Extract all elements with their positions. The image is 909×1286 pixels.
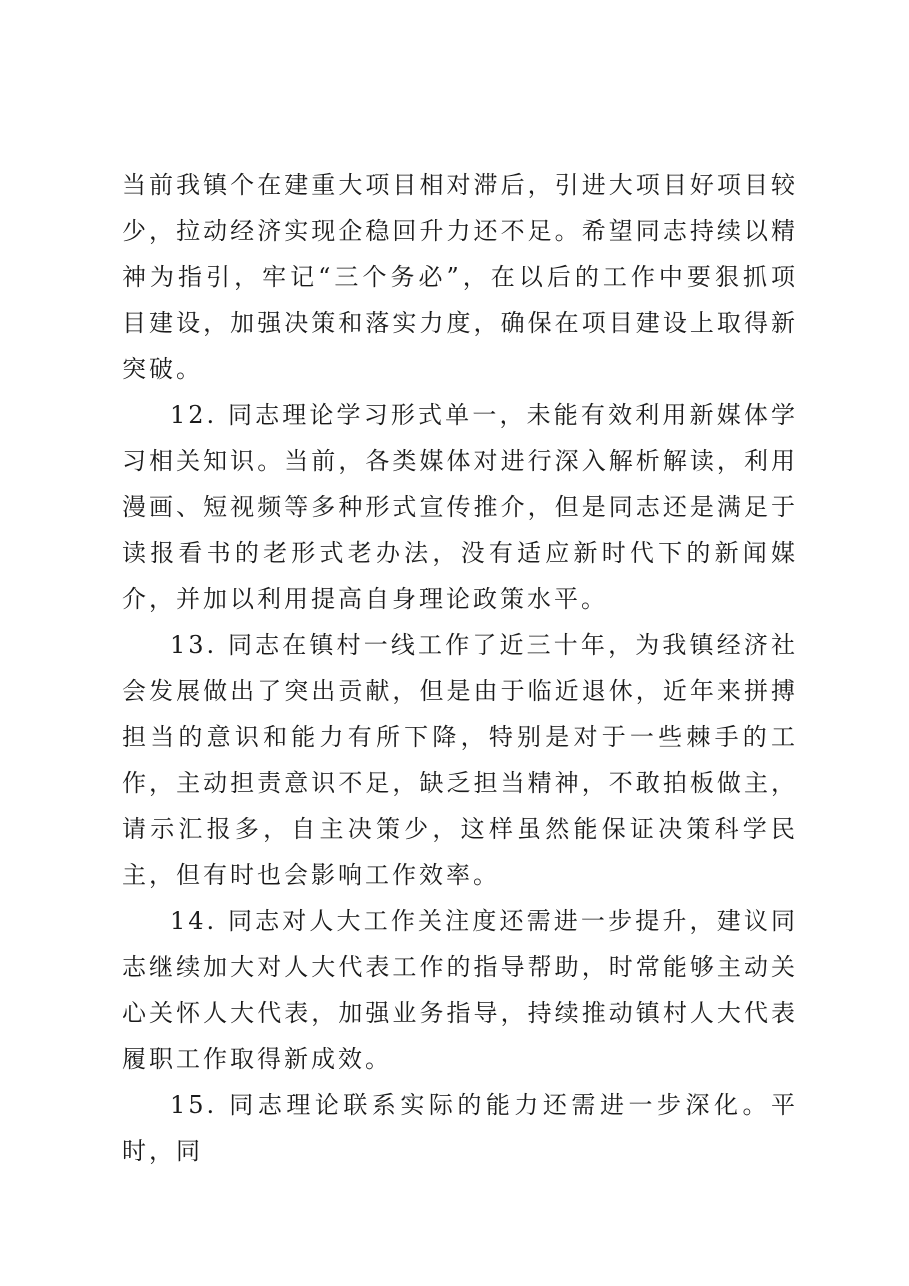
paragraph-item-14: 14. 同志对人大工作关注度还需进一步提升，建议同志继续加大对人大代表工作的指导帮助，时常能够主动关心关怀人大代表，加强业务指导，持续推动镇村人大代表履职工作取得新成效。: [122, 907, 798, 1073]
document-body: [122, 162, 798, 1174]
paragraph-continued: 当前我镇个在建重大项目相对滞后，引进大项目好项目较少，拉动经济实现企稳回升力还不足。希望同志持续以精神为指引，牢记“三个务必”，在以后的工作中要狠抓项目建设，加强决策和落实力度，确保在项目建设上取得新突破。: [122, 171, 798, 383]
paragraph-item-12: 12. 同志理论学习形式单一，未能有效利用新媒体学习相关知识。当前，各类媒体对进行深入解析解读，利用漫画、短视频等多种形式宣传推介，但是同志还是满足于读报看书的老形式老办法，没有适应新时代下的新闻媒介，并加以利用提高自身理论政策水平。: [122, 401, 798, 613]
paragraph-item-13: 13. 同志在镇村一线工作了近三十年，为我镇经济社会发展做出了突出贡献，但是由于临近退休，近年来拼搏担当的意识和能力有所下降，特别是对于一些棘手的工作，主动担责意识不足，缺乏担当精神，不敢拍板做主，请示汇报多，自主决策少，这样虽然能保证决策科学民主，但有时也会影响工作效率。: [122, 631, 798, 889]
paragraph-item-15: 15. 同志理论联系实际的能力还需进一步深化。平时，同: [122, 1091, 798, 1165]
